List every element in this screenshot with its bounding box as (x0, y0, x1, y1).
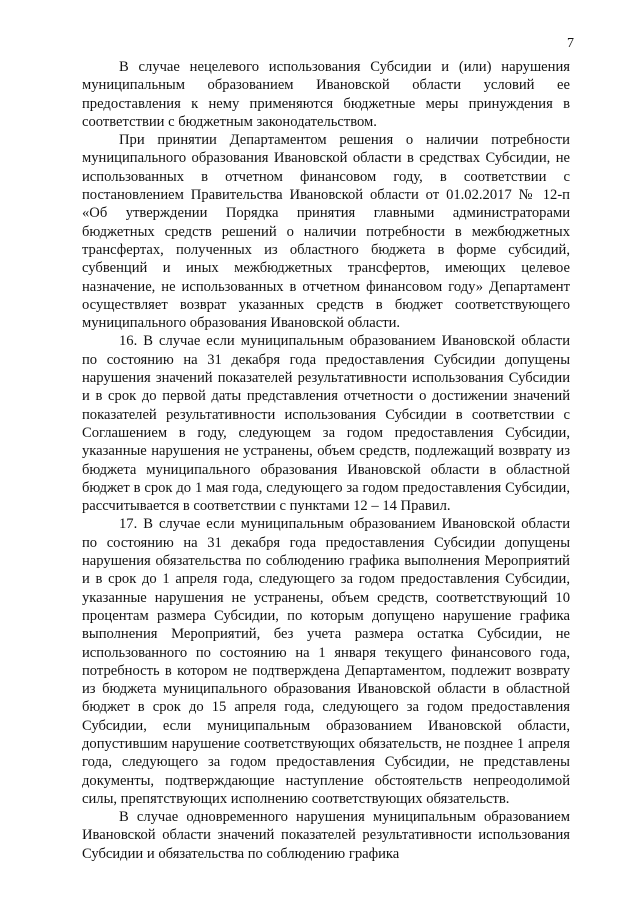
page-number: 7 (567, 36, 574, 51)
paragraph-unused-funds-return: При принятии Департаментом решения о наличии потребности муниципального образования Ивановской области в средствах Субсидии, не использованных в отчетном финансовом году, в соответствии с постановлением Правительства Ивановской области от 01.02.2017 № 12-п «Об утверждении Порядка принятия главными администраторами бюджетных средств решений о наличии потребности в межбюджетных трансфертах, полученных из областного бюджета в форме субсидий, субвенций и иных межбюджетных трансфертов, имеющих целевое назначение, не использованных в отчетном финансовом году» Департамент осуществляет возврат указанных средств в бюджет соответствующего муниципального образования Ивановской области. (82, 132, 570, 332)
paragraph-item-17: 17. В случае если муниципальным образованием Ивановской области по состоянию на 31 декабря года предоставления Субсидии допущены нарушения обязательства по соблюдению графика выполнения Мероприятий и в срок до 1 апреля года, следующего за годом предоставления Субсидии, указанные нарушения не устранены, объем средств, соответствующий 10 процентам размера Субсидии, по которым допущено нарушение графика выполнения Мероприятий, без учета размера остатка Субсидии, не использованного по состоянию на 1 января текущего финансового года, потребность в котором не подтверждена Департаментом, подлежит возврату из бюджета муниципального образования Ивановской области в областной бюджет в срок до 15 апреля года, следующего за годом предоставления Субсидии, если муниципальным образованием Ивановской области, допустившим нарушение соответствующих обязательств, не позднее 1 апреля года, следующего за годом предоставления Субсидии, не представлены документы, подтверждающие наступление обстоятельств непреодолимой силы, препятствующих исполнению соответствующих обязательств. (82, 516, 570, 807)
paragraph-item-16: 16. В случае если муниципальным образованием Ивановской области по состоянию на 31 декабря года предоставления Субсидии допущены нарушения значений показателей результативности использования Субсидии и в срок до первой даты представления отчетности о достижении значений показателей результативности использования Субсидии в соответствии с Соглашением в году, следующем за годом предоставления Субсидии, указанные нарушения не устранены, объем средств, подлежащий возврату из бюджета муниципального образования Ивановской области в областной бюджет в срок до 1 мая года, следующего за годом предоставления Субсидии, рассчитывается в соответствии с пунктами 12 – 14 Правил. (82, 333, 570, 515)
document-body (82, 58, 570, 863)
paragraph-misuse-measures: В случае нецелевого использования Субсидии и (или) нарушения муниципальным образованием Ивановской области условий ее предоставления к нему применяются бюджетные меры принуждения в соответствии с бюджетным законодательством. (82, 59, 570, 130)
paragraph-simultaneous-violation: В случае одновременного нарушения муниципальным образованием Ивановской области значений показателей результативности использования Субсидии и обязательства по соблюдению графика (82, 809, 570, 862)
